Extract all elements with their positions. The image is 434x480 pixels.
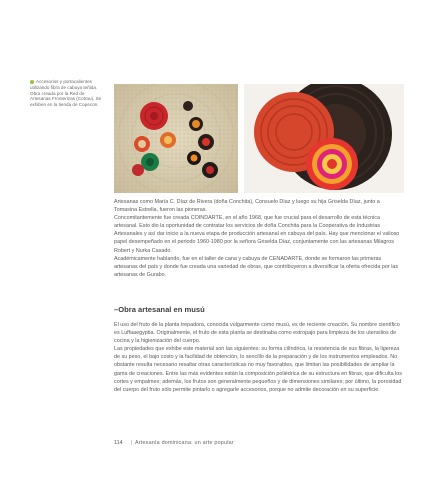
intro-paragraph-1: Artesanas como María C. Díaz de Rivera (doña Conchita), Consuelo Díaz y luego su hija Griselda Díaz, junto a Tomasina Estrella, fueron las pioneras. [114,199,380,214]
intro-paragraph-3: Académicamente hablando, fue en el taller de cana y cabuya de CENADARTE, donde se formaron las primeras artesanas del país y donde fue creada una variedad de obras, que contribuyeron a diversificar la oferta ofrecida por las artesanas de Gurabo. [114,255,399,278]
musu-paragraph-1: El uso del fruto de la planta trepadora, conocida vulgarmente como musú, es de reciente creación. Su nombre científico es Luffaaegyptia. Originalmente, el fruto de esta planta se destinaba como estropajo para limpieza de los utensilios de cocina y la higienización del cuerpo. [114,322,400,345]
book-title: Artesanía dominicana: un arte popular [135,440,234,446]
footer-separator: | [130,440,132,446]
photo-caption [30,79,106,108]
intro-text [114,198,404,279]
section-heading: –Obra artesanal en musú [114,305,205,314]
page-footer [114,440,404,446]
musu-text [114,321,404,394]
page-number: 114 [114,440,123,446]
crochet-accessories-photo [114,84,238,193]
intro-paragraph-2: Concomitantemente fue creada COINDARTE, en el año 1968, que fue crucial para el desarrollo de esta técnica artesanal. Esto dio la oportunidad de contratar los servicios de doña Conchita para la Cooperativa de Industrias Artesanales y así dar inicio a la nueva etapa de producción artesanal en cabuya del país. Hay que mencionar el valioso papel desempeñado en el periodo 1960-1980 por la señora Griselda Díaz, conjuntamente con las artesanas Milagros Robert y Nurka Casado. [114,215,400,254]
musu-paragraph-2: Las propiedades que exhibe este material son las siguientes: su forma cilíndrica, la resistencia de sus fibras, la ligereza de su peso, el bajo costo y la facilidad de obtención, lo sencillo de la preparación y de los instrumentos empleados. No obstante resulta necesario resaltar otras características no muy favorables, que limitan las posibilidades de ampliar la gama de creaciones. Entre las más evidentes están la composición poliédrica de su estructura en fibras, que dificulta los cortes y empalmes; además, los frutos son generalmente pequeños y de dimensiones similares; por último, la porosidad del cuerpo del fruto sólo permite pintarlo o agregarle accesorios, porque no admite decoración en su superficie. [114,346,402,393]
woven-trivets-photo [244,84,404,193]
caption-text: Accesorios y portacalientes utilizando fibra de cabuya teñida. Obra creada por la Red de Artesanas Fronterizas (Cotrau). Se exhiben en la tienda de Copecon. [30,79,102,108]
bullet-icon [30,80,34,84]
